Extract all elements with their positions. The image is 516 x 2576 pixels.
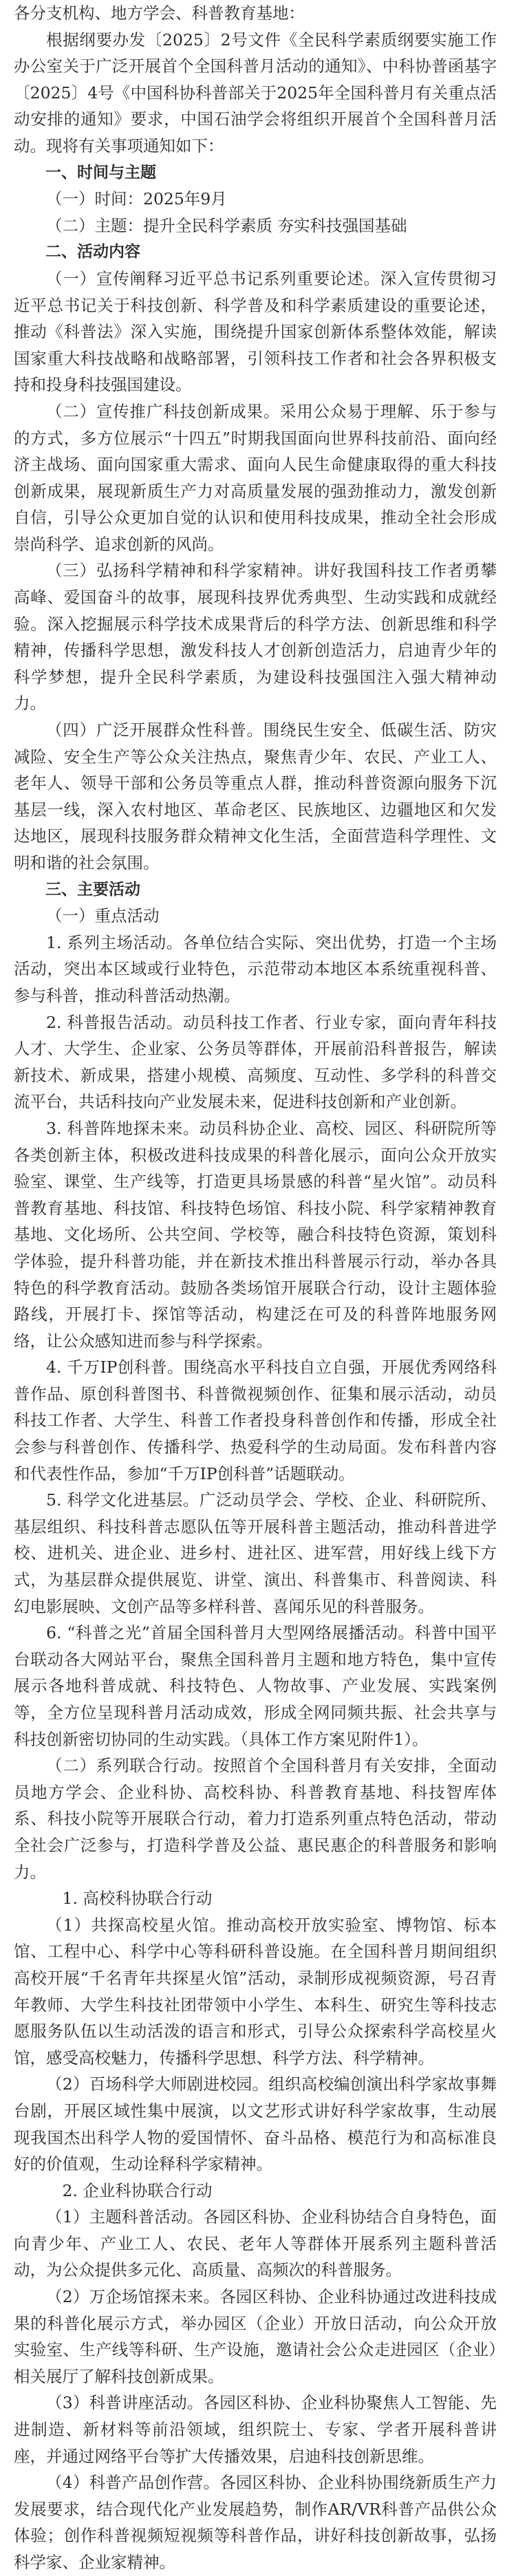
- paragraph-6: （一）宣传阐释习近平总书记系列重要论述。深入宣传贯彻习近平总书记关于科技创新、科学普及和科学素质建设的重要论述，推动《科普法》深入实施，围绕提升国家创新体系整体效能，解读国家重大科技战略和战略部署，引领科技工作者和社会各界积极支持和投身科技强国建设。: [14, 268, 497, 395]
- paragraph-26: （4）科普产品创作营。各园区科协、企业科协围绕新质生产力发展要求，结合现代化产业发展趋势，制作AR/VR科普产品供公众体验；创作科普视频短视频等科普作品，讲好科技创新故事，弘扬科学家、企业家精神。: [14, 2473, 497, 2572]
- paragraph-16: 5. 科学文化进基层。广泛动员学会、学校、企业、科研院所、基层组织、科技科普志愿队伍等开展科普主题活动，推动科普进学校、进机关、进企业、进乡村、进社区、进军营，用好线上线下方式，为基层群众提供展览、讲堂、演出、科普集市、科普阅读、科幻电影展映、文创产品等多样科普、喜闻乐见的科普服务。: [14, 1490, 497, 1616]
- paragraph-20: （1）共探高校星火馆。推动高校开放实验室、博物馆、标本馆、工程中心、科学中心等科研科普设施。在全国科普月期间组织高校开展“千名青年共探星火馆”活动，录制形成视频资源，号召青年教师、大学生科技社团带领中小学生、本科生、研究生等科技志愿服务队伍以生动活泼的语言和形式，引导公众探索科学高校星火馆，感受高校魅力，传播科学思想、科学方法、科学精神。: [14, 1915, 497, 2068]
- paragraph-14: 3. 科普阵地探未来。动员科协企业、高校、园区、科研院所等各类创新主体，积极改进科技成果的科普化展示，面向公众开放实验室、课堂、生产线等，打造更具场景感的科普“星火馆”。动员科普教育基地、科技馆、科技特色场馆、科技小院、科学家精神教育基地、文化场所、公共空间、学校等，融合科技特色资源，策划科学体验，提升科普功能，并在新技术推出科普展示行动，举办各具特色的科学教育活动。鼓励各类场馆开展联合行动，设计主题体验路线，开展打卡、探馆等活动，构建泛在可及的科普阵地服务网络，让公众感知进而参与科学探索。: [14, 1118, 497, 1351]
- paragraph-3: （一）时间：2025年9月: [46, 189, 227, 209]
- paragraph-15: 4. 千万IP创科普。围绕高水平科技自立自强，开展优秀网络科普作品、原创科普图书、科普微视频创作、征集和展示活动，动员科技工作者、大学生、科普工作者投身科普创作和传播，形成全社会参与科普创作、传播科学、热爱科学的生动局面。发布科普内容和代表性作品，参加“千万IP创科普”话题联动。: [14, 1357, 497, 1483]
- paragraph-1: 根据纲要办发〔2025〕2号文件《全民科学素质纲要实施工作办公室关于广泛开展首个全国科普月活动的通知》、中科协普函基字〔2025〕4号《中国科协科普部关于2025年全国科普月有关重点活动安排的通知》要求，中国石油学会将组织开展首个全国科普月活动。现将有关事项通知如下：: [14, 30, 497, 155]
- subsection-heading-18: （二）系列联合行动。按照首个全国科普月有关安排，全面动员地方学会、企业科协、高校科协、科普教育基地、科技智库体系、科技小院等开展联合行动，着力打造系列重点特色活动，带动全社会广泛参与，打造科学普及公益、惠民惠企的科普服务和影响力。: [14, 1756, 497, 1882]
- paragraph-23: （1）主题科普活动。各园区科协、企业科协结合自身特色，面向青少年、产业工人、农民、老年人等群体开展系列主题科普活动，为公众提供多元化、高质量、高频次的科普服务。: [14, 2207, 497, 2280]
- paragraph-9: （四）广泛开展群众性科普。围绕民生安全、低碳生活、防灾减险、安全生产等公众关注热点，聚焦青少年、农民、产业工人、老年人、领导干部和公务员等重点人群，推动科普资源向服务下沉基层一线，深入农村地区、革命老区、民族地区、边疆地区和欠发达地区，展现科技服务群众精神文化生活，全面营造科学理性、文明和谐的社会氛围。: [14, 720, 497, 872]
- subsection-heading-22: 2. 企业科协联合行动: [62, 2180, 213, 2200]
- paragraph-12: 1. 系列主场活动。各单位结合实际、突出优势，打造一个主场活动，突出本区域或行业特色，示范带动本地区本系统重视科普、参与科普，推动科普活动热潮。: [14, 932, 497, 1005]
- paragraph-8: （三）弘扬科学精神和科学家精神。讲好我国科技工作者勇攀高峰、爱国奋斗的故事，展现科技界优秀典型、生动实践和成就经验。深入挖掘展示科学技术成果背后的科学方法、创新思维和科学精神，传播科学思想，激发科技人才创新创造活力，启迪青少年的科学梦想，提升全民科学素质，为建设科技强国注入强大精神动力。: [14, 561, 497, 713]
- subsection-heading-11: （一）重点活动: [46, 906, 160, 926]
- section-heading-2: 一、时间与主题: [45, 163, 156, 182]
- paragraph-24: （2）万企场馆探未来。各园区科协、企业科协通过改进科技成果的科普化展示方式，举办园区（企业）开放日活动，向公众开放实验室、生产线等科研、生产设施，邀请社会公众走进园区（企业）相关展厅了解科技创新成果。: [14, 2287, 497, 2386]
- section-heading-10: 三、主要活动: [45, 880, 140, 899]
- paragraph-13: 2. 科普报告活动。动员科技工作者、行业专家，面向青年科技人才、大学生、企业家、公务员等群体，开展前沿科普报告，解读新技术、新成果，搭建小规模、高频度、互动性、多学科的科普交流平台，共话科技向产业发展未来，促进科技创新和产业创新。: [14, 1012, 497, 1112]
- section-heading-5: 二、活动内容: [45, 243, 140, 261]
- subsection-heading-19: 1. 高校科协联合行动: [62, 1889, 213, 1909]
- paragraph-21: （2）百场科学大师剧进校园。组织高校编创演出科学家故事舞台剧，开展区域性集中展演，以文艺形式讲好科学家故事，生动展现我国杰出科学人物的爱国情怀、奋斗品格、模范行为和高标准良好的价值观，生动诠释科学家精神。: [14, 2074, 497, 2174]
- paragraph-17: 6. “科普之光”首届全国科普月大型网络展播活动。科普中国平台联动各大网站平台，聚焦全国科普月主题和地方特色，集中宣传展示各地科普成就、科技特色、人物故事、产业发展、实践案例等，全方位呈现科普月活动成效，形成全网同频共振、社会共享与科技创新密切协同的生动实践。（具体工作方案见附件1）。: [14, 1623, 497, 1749]
- paragraph-4: （二）主题：提升全民科学素质 夯实科技强国基础: [46, 215, 407, 235]
- paragraph-0: 各分支机构、地方学会、科普教育基地：: [14, 3, 305, 23]
- paragraph-7: （二）宣传推广科技创新成果。采用公众易于理解、乐于参与的方式，多方位展示“十四五”时期我国面向世界科技前沿、面向经济主战场、面向国家重大需求、面向人民生命健康取得的重大科技创新成果，展现新质生产力对高质量发展的强劲推动力，激发创新自信，引导公众更加自觉的认识和使用科技成果，推动全社会形成崇尚科学、追求创新的风尚。: [14, 401, 497, 554]
- paragraph-25: （3）科普讲座活动。各园区科协、企业科协聚焦人工智能、先进制造、新材料等前沿领域，组织院士、专家、学者开展科普讲座，并通过网络平台等扩大传播效果，启迪科技创新思维。: [14, 2393, 497, 2466]
